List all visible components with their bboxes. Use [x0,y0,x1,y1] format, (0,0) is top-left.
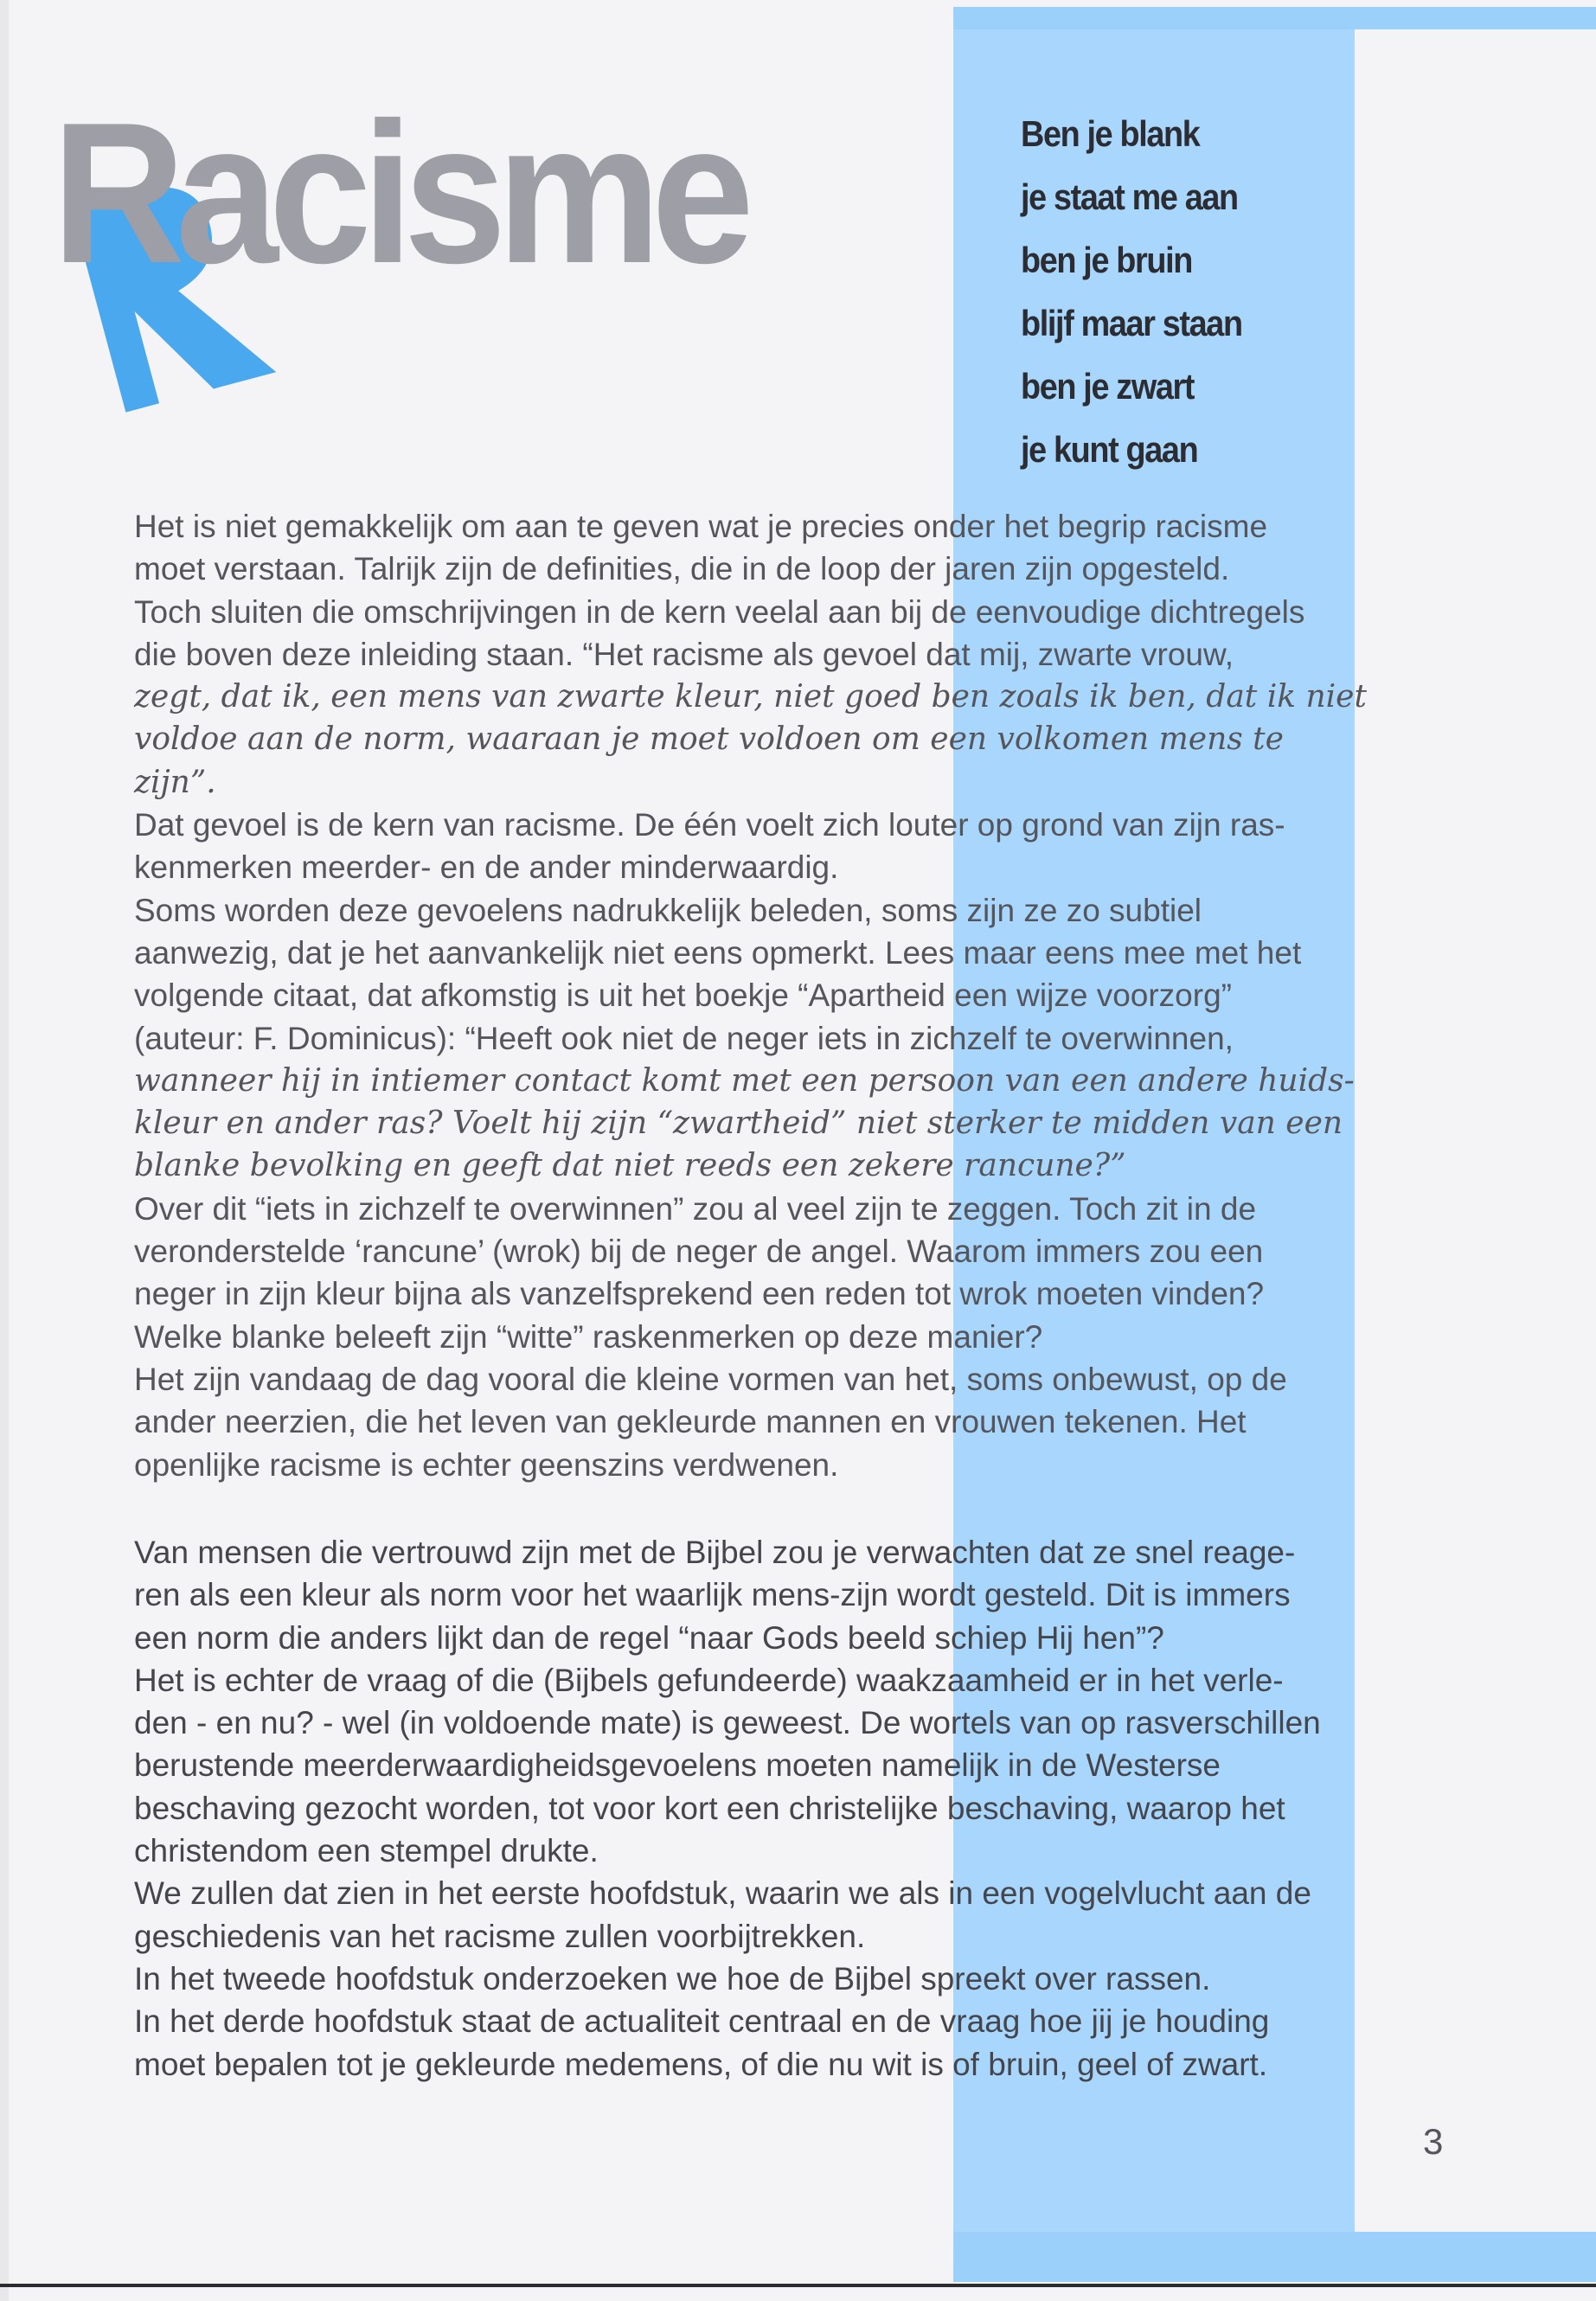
poem [1021,102,1384,481]
body-line: christendom een stempel drukte. [134,1833,599,1869]
body-line: ren als een kleur als norm voor het waarlijk mens-zijn wordt gesteld. Dit is immers [134,1577,1291,1613]
body-line: In het tweede hoofdstuk onderzoeken we hoe de Bijbel spreekt over rassen. [134,1960,1211,1997]
blue-band-bottom-strip [953,2232,1596,2282]
body-line: Over dit “iets in zichzelf te overwinnen” zou al veel zijn te zeggen. Toch zit in de [134,1190,1257,1227]
body-line: Soms worden deze gevoelens nadrukkelijk beleden, soms zijn ze zo subtiel [134,892,1202,928]
body-line: zijn”. [134,764,216,800]
body-line: We zullen dat zien in het eerste hoofdstuk, waarin we als in een vogelvlucht aan de [134,1875,1311,1912]
blue-band-top-strip [953,7,1596,29]
poem-line: je kunt gaan [1021,429,1198,470]
body-line: Het is echter de vraag of die (Bijbels gefundeerde) waakzaamheid er in het verle- [134,1662,1284,1698]
body-line: kenmerken meerder- en de ander minderwaardig. [134,849,839,886]
body-line: veronderstelde ‘rancune’ (wrok) bij de neger de angel. Waarom immers zou een [134,1234,1264,1270]
body-line: een norm die anders lijkt dan de regel “naar Gods beeld schiep Hij hen”? [134,1619,1164,1656]
page-edge [0,0,9,2301]
body-line: voldoe aan de norm, waaraan je moet voldoen om een volkomen mens te [134,721,1284,758]
body-line: Het is niet gemakkelijk om aan te geven wat je precies onder het begrip racisme [134,509,1268,544]
body-line: (auteur: F. Dominicus): “Heeft ook niet de neger iets in zichzelf te overwinnen, [134,1020,1234,1056]
body-line: aanwezig, dat je het aanvankelijk niet eens opmerkt. Lees maar eens mee met het [134,934,1302,971]
body-line: moet bepalen tot je gekleurde medemens, of die nu wit is of bruin, geel of zwart. [134,2046,1268,2082]
body-line: wanneer hij in intiemer contact komt met een persoon van een andere huids- [134,1062,1355,1099]
body-line: blanke bevolking en geeft dat niet reeds een zekere rancune?” [134,1148,1126,1184]
poem-line: ben je zwart [1021,366,1195,407]
poem-line: Ben je blank [1021,113,1200,154]
body-line: Dat gevoel is de kern van racisme. De één voelt zich louter op grond van zijn ras- [134,807,1285,843]
poem-line: ben je bruin [1021,240,1193,280]
poem-line: blijf maar staan [1021,303,1242,343]
body-line: kleur en ander ras? Voelt hij zijn “zwartheid” niet sterker te midden van een [134,1106,1343,1142]
page-title [52,81,745,305]
body-line: volgende citaat, dat afkomstig is uit het boekje “Apartheid een wijze voorzorg” [134,977,1232,1014]
body-line: beschaving gezocht worden, tot voor kort een christelijke beschaving, waarop het [134,1790,1285,1826]
chapter-overview-text [134,1531,1449,2086]
body-line: ander neerzien, die het leven van gekleurde mannen en vrouwen tekenen. Het [134,1404,1247,1440]
page-bottom-edge [0,2284,1596,2287]
page-title-text: Racisme [52,81,745,305]
body-line: In het derde hoofdstuk staat de actualiteit centraal en de vraag hoe jij je houding [134,2003,1270,2040]
body-line: openlijke racisme is echter geenszins verdwenen. [134,1446,839,1483]
page-number: 3 [1423,2121,1444,2162]
body-line: Welke blanke beleeft zijn “witte” raskenmerken op deze manier? [134,1318,1043,1355]
body-line: Toch sluiten die omschrijvingen in de kern veelal aan bij de eenvoudige dichtregels [134,593,1305,630]
poem-line: je staat me aan [1021,176,1238,217]
body-line: zegt, dat ik, een mens van zwarte kleur, niet goed ben zoals ik ben, dat ik niet [134,679,1367,715]
body-line: neger in zijn kleur bijna als vanzelfsprekend een reden tot wrok moeten vinden? [134,1276,1265,1312]
body-line: moet verstaan. Talrijk zijn de definities, die in de loop der jaren zijn opgesteld. [134,551,1230,587]
body-line: den - en nu? - wel (in voldoende mate) is geweest. De wortels van op rasverschillen [134,1705,1321,1741]
body-line: berustende meerderwaardigheidsgevoelens moeten namelijk in de Westerse [134,1747,1221,1784]
intro-text [134,505,1449,1486]
body-line: geschiedenis van het racisme zullen voorbijtrekken. [134,1918,866,1954]
body-line: Van mensen die vertrouwd zijn met de Bijbel zou je verwachten dat ze snel reage- [134,1535,1296,1570]
body-line: Het zijn vandaag de dag vooral die kleine vormen van het, soms onbewust, op de [134,1361,1287,1397]
body-line: die boven deze inleiding staan. “Het racisme als gevoel dat mij, zwarte vrouw, [134,636,1234,672]
